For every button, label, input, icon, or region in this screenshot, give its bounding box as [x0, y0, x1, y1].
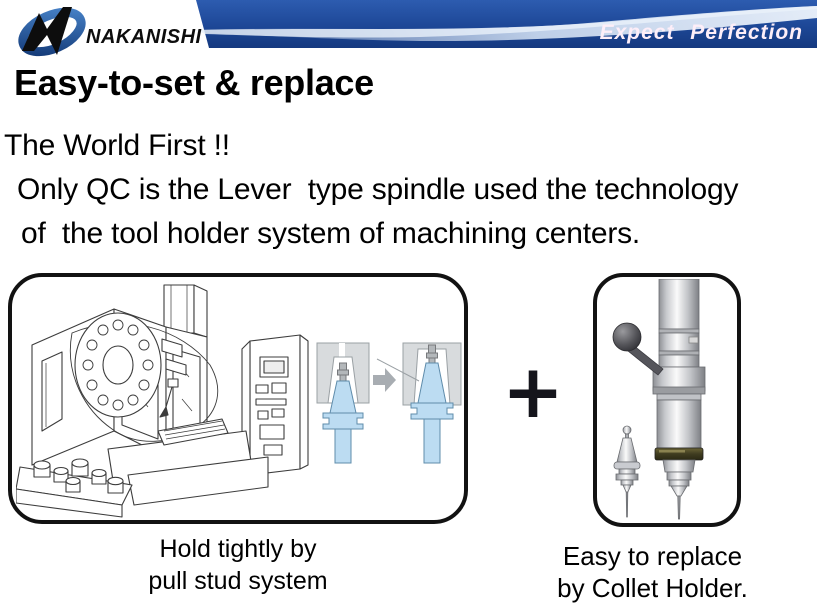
body-line-2: Only QC is the Lever type spindle used the technology	[17, 173, 739, 206]
left-caption-line-1: Hold tightly by	[159, 535, 317, 563]
brand-name: NAKANISHI	[86, 26, 202, 48]
right-arrow-icon	[373, 368, 396, 392]
right-caption-line-1: Easy to replace	[562, 541, 743, 571]
machining-center-panel	[8, 273, 468, 524]
pull-stud-diagram	[315, 339, 465, 465]
left-caption	[78, 533, 398, 597]
collet-holder	[614, 426, 640, 517]
right-caption	[510, 540, 795, 604]
body-line-3: of the tool holder system of machining centers.	[21, 217, 641, 250]
qc-spindle-illustration	[599, 279, 735, 521]
plus-sign: +	[501, 349, 564, 435]
body-line-1: The World First !!	[4, 129, 230, 162]
page-title: Easy-to-set & replace	[14, 62, 374, 103]
lever-ball	[613, 323, 641, 351]
right-caption-line-2: by Collet Holder.	[557, 573, 748, 603]
machining-center-illustration	[16, 279, 316, 521]
tagline-text: Expect Perfection	[599, 21, 803, 44]
left-caption-line-2: pull stud system	[148, 567, 328, 595]
spindle-panel	[593, 273, 741, 527]
